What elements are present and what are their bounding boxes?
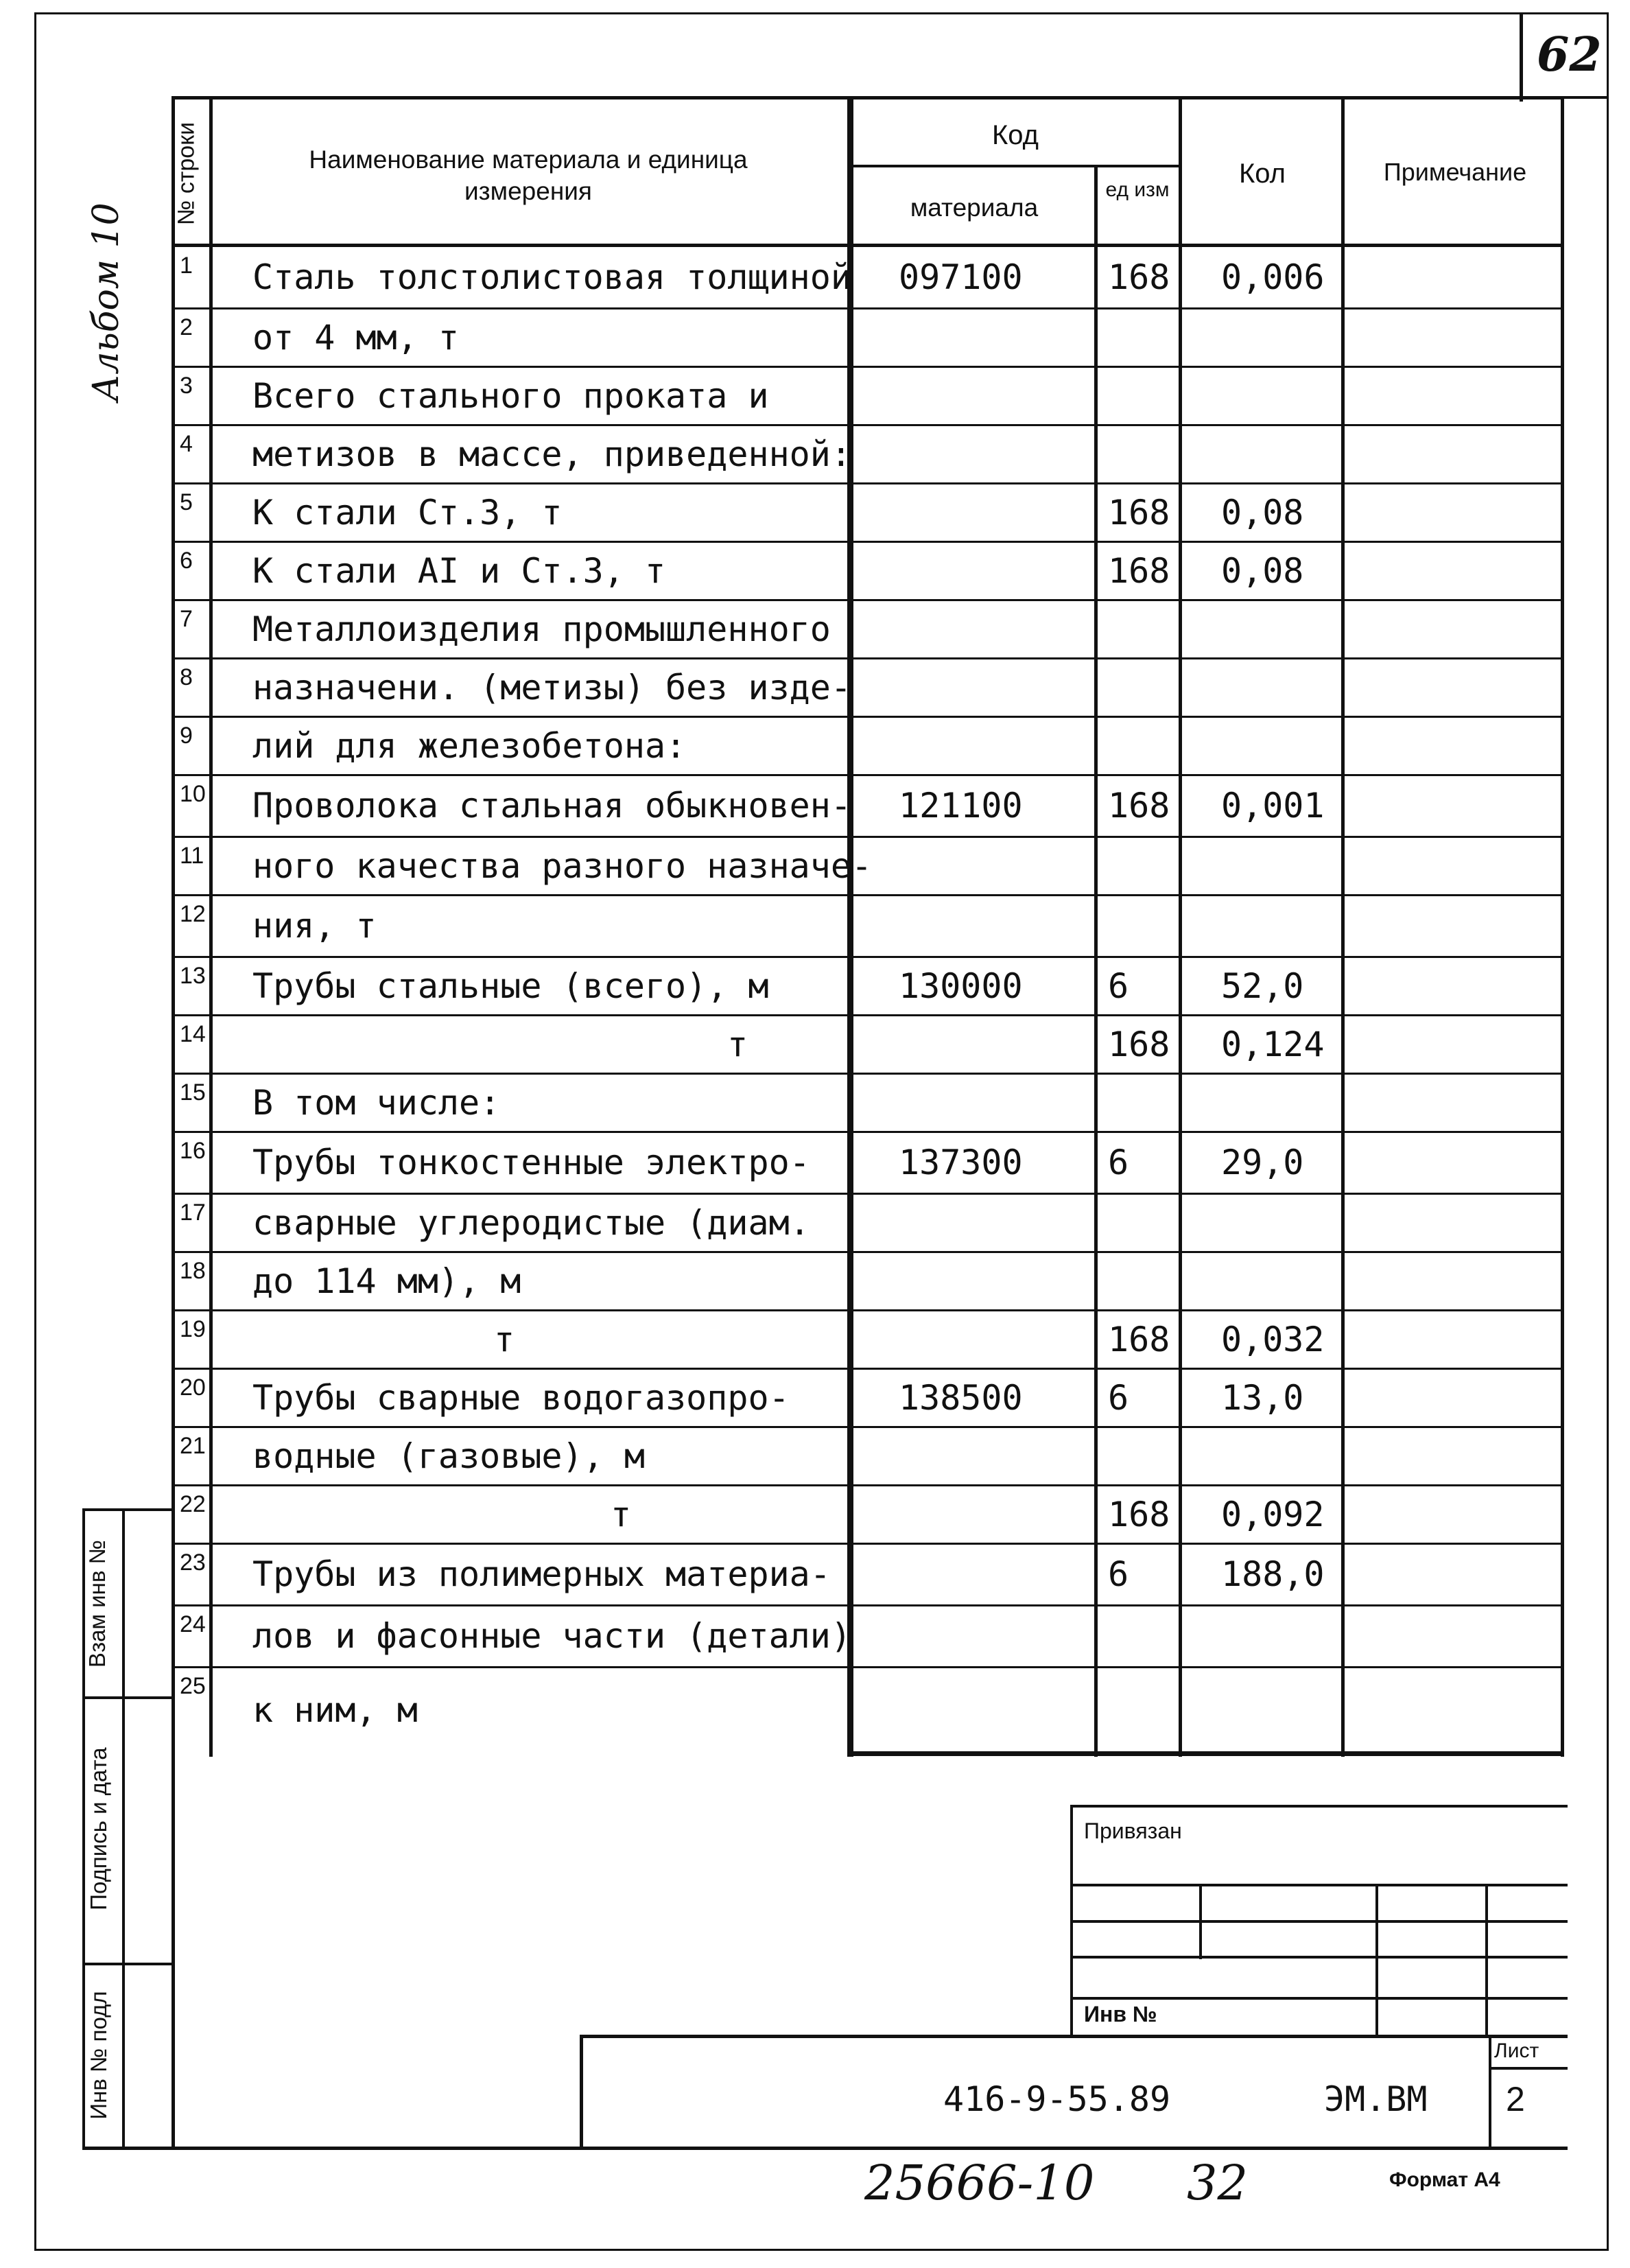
- side-stamp-vzam: Взам инв №: [84, 1539, 110, 1668]
- header-code: Код: [991, 120, 1039, 150]
- row-unit: 168: [1108, 1495, 1170, 1534]
- row-number: 17: [180, 1200, 206, 1226]
- row-qty: 0,001: [1221, 786, 1325, 826]
- row-name: Трубы стальные (всего), м: [252, 966, 769, 1006]
- side-stamp-podpis: Подпись и дата: [86, 1747, 111, 1910]
- row-unit: 168: [1108, 1025, 1170, 1064]
- row-qty: 0,032: [1221, 1320, 1325, 1359]
- row-unit: 168: [1108, 493, 1170, 533]
- row-number: 3: [180, 373, 193, 399]
- handwritten-page: 32: [1187, 2155, 1249, 2211]
- side-stamp-inner: [122, 1508, 125, 2150]
- row-unit: 6: [1108, 1554, 1129, 1594]
- row-name: т: [494, 1320, 515, 1359]
- row-unit: 6: [1108, 1143, 1129, 1182]
- row-qty: 0,124: [1221, 1025, 1325, 1064]
- row-unit: 6: [1108, 966, 1129, 1006]
- row-number: 22: [180, 1491, 206, 1517]
- row-code: 097100: [899, 257, 1023, 297]
- privyazan-row-3: [1070, 1956, 1568, 1959]
- stamp-sheet-split: [1489, 2067, 1568, 2070]
- table-row: [172, 1016, 1564, 1074]
- row-qty: 0,08: [1221, 551, 1304, 591]
- row-number: 8: [180, 664, 193, 690]
- table-row: [172, 1486, 1564, 1544]
- row-unit: 6: [1108, 1378, 1129, 1418]
- sheet-label: Лист: [1494, 2039, 1539, 2062]
- row-name: Трубы из полимерных материа-: [252, 1554, 831, 1594]
- row-code: 121100: [899, 786, 1023, 826]
- row-name: сварные углеродистые (диам.: [252, 1203, 810, 1243]
- row-number: 16: [180, 1138, 206, 1164]
- privyazan-col-1: [1199, 1884, 1202, 1959]
- privyazan-col-2: [1375, 1884, 1378, 2038]
- row-number: 19: [180, 1316, 206, 1342]
- row-number: 12: [180, 901, 206, 927]
- row-name: т: [611, 1495, 632, 1534]
- row-number: 18: [180, 1258, 206, 1284]
- header-note: Примечание: [1383, 158, 1527, 186]
- row-name: Трубы тонкостенные электро-: [252, 1143, 810, 1182]
- row-number: 13: [180, 963, 206, 989]
- row-name: метизов в массе, приведенной:: [252, 434, 851, 474]
- row-name: В том числе:: [252, 1083, 501, 1123]
- row-number: 1: [180, 253, 193, 279]
- row-number: 23: [180, 1550, 206, 1576]
- row-code: 130000: [899, 966, 1023, 1006]
- row-qty: 52,0: [1221, 966, 1304, 1006]
- privyazan-col-3: [1485, 1884, 1488, 2038]
- header-name: Наименование материала и единица измерения: [309, 145, 748, 206]
- document-designation: 416-9-55.89: [943, 2079, 1171, 2119]
- stamp-sheet-divider: [1489, 2035, 1491, 2150]
- row-name: Трубы сварные водогазопро-: [252, 1378, 790, 1418]
- album-label: Альбом 10: [86, 202, 127, 401]
- row-code: 137300: [899, 1143, 1023, 1182]
- row-name: лий для железобетона:: [252, 726, 687, 766]
- row-number: 11: [180, 843, 204, 869]
- row-number: 20: [180, 1375, 206, 1401]
- side-stamp-inv-podl: Инв № подл: [86, 1991, 111, 2120]
- sheet-number: 62: [1537, 27, 1602, 82]
- header-row-number: № строки: [173, 121, 200, 226]
- row-qty: 29,0: [1221, 1143, 1304, 1182]
- row-number: 2: [180, 314, 193, 340]
- row-number: 9: [180, 723, 193, 749]
- row-name: назначени. (метизы) без изде-: [252, 668, 851, 708]
- row-number: 6: [180, 548, 193, 574]
- row-name: ния, т: [252, 906, 377, 946]
- header-qty: Кол: [1238, 159, 1286, 189]
- row-name: от 4 мм, т: [252, 318, 460, 358]
- row-number: 10: [180, 781, 206, 807]
- row-unit: 168: [1108, 1320, 1170, 1359]
- row-unit: 168: [1108, 551, 1170, 591]
- document-code: ЭМ.ВМ: [1324, 2079, 1428, 2119]
- row-name: К стали Ст.3, т: [252, 493, 563, 533]
- side-stamp-line-1: [82, 1696, 175, 1699]
- sheet-number-divider: [1520, 12, 1523, 102]
- row-qty: 0,092: [1221, 1495, 1325, 1534]
- table-row: [172, 1311, 1564, 1369]
- code-header-split: [847, 165, 1180, 167]
- row-unit: 168: [1108, 257, 1170, 297]
- row-name: Металлоизделия промышленного: [252, 609, 831, 649]
- row-number: 21: [180, 1433, 206, 1459]
- privyazan-row-4: [1070, 1997, 1568, 2000]
- row-name: ного качества разного назначе-: [252, 846, 873, 886]
- header-code-unit: ед изм: [1105, 178, 1170, 201]
- handwritten-number: 25666-10: [864, 2155, 1095, 2211]
- row-number: 25: [180, 1673, 206, 1699]
- row-name: Всего стального проката и: [252, 376, 769, 416]
- row-name: к ним, м: [252, 1690, 418, 1730]
- row-number: 5: [180, 489, 193, 515]
- row-name: лов и фасонные части (детали): [252, 1616, 851, 1656]
- row-unit: 168: [1108, 786, 1170, 826]
- table-row: [172, 896, 1564, 957]
- privyazan-row-2: [1070, 1920, 1568, 1923]
- row-name: К стали АI и Ст.3, т: [252, 551, 666, 591]
- row-number: 7: [180, 606, 193, 632]
- privyazan-row-1: [1070, 1884, 1568, 1886]
- lower-frame-left: [172, 1751, 174, 2149]
- row-qty: 13,0: [1221, 1378, 1304, 1418]
- row-number: 24: [180, 1611, 206, 1637]
- row-name: водные (газовые), м: [252, 1436, 645, 1476]
- row-name: Сталь толстолистовая толщиной: [252, 257, 851, 297]
- privyazan-label: Привязан: [1084, 1819, 1182, 1843]
- row-name: до 114 мм), м: [252, 1261, 521, 1301]
- row-name: Проволока стальная обыкновен-: [252, 786, 851, 826]
- row-number: 15: [180, 1079, 206, 1106]
- row-qty: 0,006: [1221, 257, 1325, 297]
- inv-no-label: Инв №: [1084, 2002, 1157, 2026]
- row-number: 14: [180, 1021, 206, 1047]
- format-label: Формат А4: [1389, 2168, 1500, 2191]
- header-code-material: материала: [910, 194, 1039, 222]
- row-qty: 188,0: [1221, 1554, 1325, 1594]
- sheet-value: 2: [1506, 2080, 1525, 2118]
- row-name: т: [727, 1025, 748, 1064]
- row-code: 138500: [899, 1378, 1023, 1418]
- row-qty: 0,08: [1221, 493, 1304, 533]
- row-number: 4: [180, 431, 193, 457]
